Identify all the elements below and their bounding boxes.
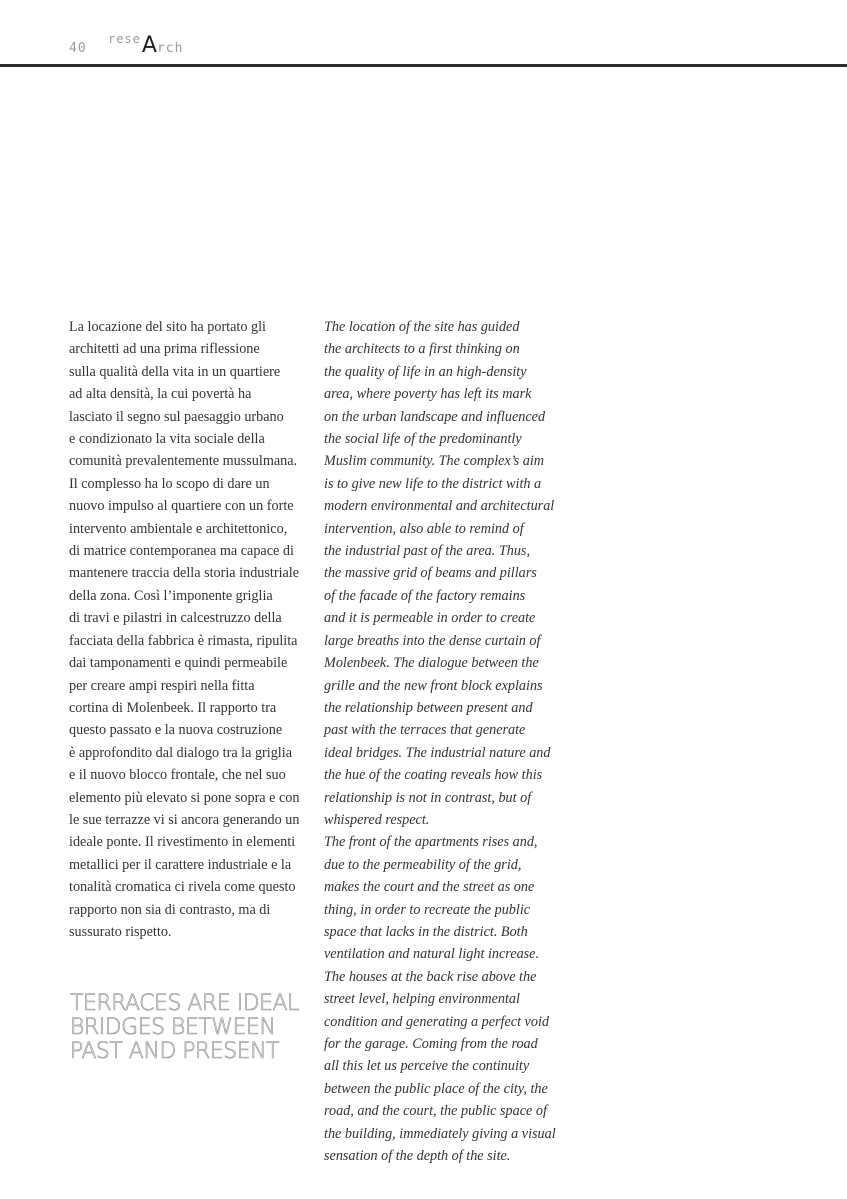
english-text-line: ventilation and natural light increase. <box>324 946 540 963</box>
english-text-line: and it is permeable in order to create <box>324 610 536 627</box>
italian-text-line: dai tamponamenti e quindi permeabile <box>69 655 288 672</box>
italian-text-line: facciata della fabbrica è rimasta, ripulita <box>69 632 298 649</box>
english-text-line: the relationship between present and <box>324 699 533 716</box>
italian-text-column <box>69 316 319 943</box>
english-text-line: The houses at the back rise above the <box>324 968 537 985</box>
italian-text-line: mantenere traccia della storia industriale <box>69 565 300 582</box>
english-text-line: modern environmental and architectural <box>324 498 555 515</box>
italian-text-line: ideale ponte. Il rivestimento in elementi <box>69 834 296 851</box>
logo-prefix: rese <box>108 32 141 46</box>
english-text-line: the building, immediately giving a visual <box>324 1125 556 1142</box>
italian-text-line: ad alta densità, la cui povertà ha <box>69 386 252 403</box>
italian-text-line: elemento più elevato si pone sopra e con <box>69 789 300 806</box>
english-text-line: street level, helping environmental <box>324 991 520 1008</box>
english-text-line: whispered respect. <box>324 811 430 828</box>
italian-text-line: tonalità cromatica ci rivela come questo <box>69 879 296 896</box>
english-text-line: of the facade of the factory remains <box>324 587 526 604</box>
english-text-line: is to give new life to the district with a <box>324 475 542 492</box>
italian-text-line: di matrice contemporanea ma capace di <box>69 543 294 560</box>
italian-text-line: sussurato rispetto. <box>69 923 172 940</box>
italian-text-line: e il nuovo blocco frontale, che nel suo <box>69 767 286 784</box>
english-text-line: sensation of the depth of the site. <box>324 1148 511 1165</box>
english-text-line: The front of the apartments rises and, <box>324 834 538 851</box>
italian-text-line: per creare ampi respiri nella fitta <box>69 677 255 694</box>
logo-capital: A <box>141 33 157 58</box>
english-text-line: area, where poverty has left its mark <box>324 386 532 403</box>
pull-quote-line: TERRACES ARE IDEAL <box>70 991 299 1016</box>
italian-text-line: e condizionato la vita sociale della <box>69 431 265 448</box>
pull-quote-line: BRIDGES BETWEEN <box>70 1015 276 1040</box>
english-text-line: condition and generating a perfect void <box>324 1013 549 1030</box>
italian-text-line: le sue terrazze vi si ancora generando un <box>69 811 300 828</box>
pull-quote-line: PAST AND PRESENT <box>70 1039 279 1064</box>
english-text-line: makes the court and the street as one <box>324 879 535 896</box>
english-text-line: between the public place of the city, the <box>324 1080 548 1097</box>
italian-text-line: questo passato e la nuova costruzione <box>69 722 283 739</box>
english-text-line: due to the permeability of the grid, <box>324 856 522 873</box>
english-text-line: Molenbeek. The dialogue between the <box>324 655 539 672</box>
english-text-line: grille and the new front block explains <box>324 677 543 694</box>
logo-suffix: rch <box>156 41 184 56</box>
italian-text-line: nuovo impulso al quartiere con un forte <box>69 498 294 515</box>
italian-text-line: è approfondito dal dialogo tra la griglia <box>69 744 292 761</box>
italian-text-line: comunità prevalentemente mussulmana. <box>69 453 298 470</box>
english-text-line: ideal bridges. The industrial nature and <box>324 744 551 761</box>
english-text-line: Muslim community. The complex’s aim <box>324 453 545 470</box>
english-text-line: past with the terraces that generate <box>324 722 526 739</box>
pull-quote <box>70 992 310 1064</box>
page-header <box>0 0 847 68</box>
english-text-line: space that lacks in the district. Both <box>324 923 528 940</box>
english-text-line: the massive grid of beams and pillars <box>324 565 537 582</box>
english-text-line: all this let us perceive the continuity <box>324 1058 530 1075</box>
english-text-line: thing, in order to recreate the public <box>324 901 531 918</box>
english-text-line: the industrial past of the area. Thus, <box>324 543 530 560</box>
italian-text-line: architetti ad una prima riflessione <box>69 341 260 358</box>
english-text-line: intervention, also able to remind of <box>324 520 524 537</box>
italian-text-line: lasciato il segno sul paesaggio urbano <box>69 408 284 425</box>
english-text-line: for the garage. Coming from the road <box>324 1036 538 1052</box>
italian-text-line: cortina di Molenbeek. Il rapporto tra <box>69 699 277 716</box>
english-text-line: on the urban landscape and influenced <box>324 408 546 425</box>
italian-text-line: della zona. Così l’imponente griglia <box>69 587 273 604</box>
english-text-line: relationship is not in contrast, but of <box>324 789 532 806</box>
italian-text-line: Il complesso ha lo scopo di dare un <box>69 475 270 492</box>
english-text-line: the social life of the predominantly <box>324 431 522 448</box>
english-text-line: The location of the site has guided <box>324 319 520 335</box>
english-text-line: large breaths into the dense curtain of <box>324 632 541 649</box>
italian-text-line: sulla qualità della vita in un quartiere <box>69 363 281 380</box>
italian-text-line: di travi e pilastri in calcestruzzo della <box>69 610 282 627</box>
english-text-line: the quality of life in an high-density <box>324 363 527 380</box>
english-text-line: the hue of the coating reveals how this <box>324 767 543 784</box>
magazine-logo <box>108 32 183 58</box>
english-text-column <box>324 316 574 1167</box>
italian-text-line: La locazione del sito ha portato gli <box>69 319 266 335</box>
english-text-line: the architects to a first thinking on <box>324 341 520 358</box>
italian-text-line: intervento ambientale e architettonico, <box>69 520 288 537</box>
italian-text-line: metallici per il carattere industriale e la <box>69 856 292 873</box>
header-rule <box>0 64 847 67</box>
page-number: 40 <box>69 41 87 56</box>
italian-text-line: rapporto non sia di contrasto, ma di <box>69 901 271 918</box>
english-text-line: road, and the court, the public space of <box>324 1103 547 1120</box>
